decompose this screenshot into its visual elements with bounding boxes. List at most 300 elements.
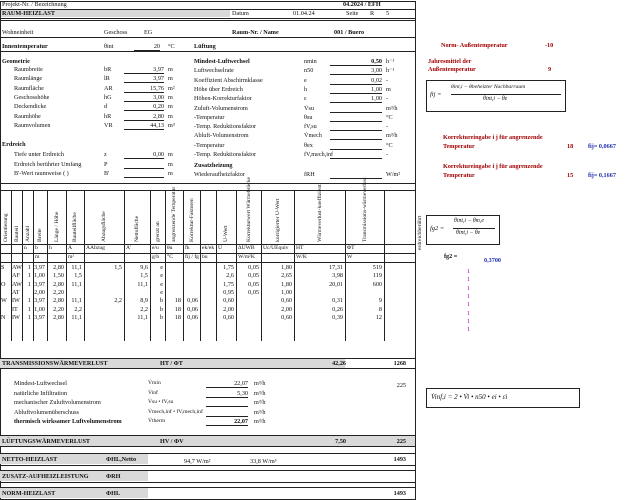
ventilation-loss-symbol: HV / ΦV bbox=[160, 438, 184, 445]
column-unit: fij / fg bbox=[185, 254, 199, 260]
room-label: Raum-Nr. / Name bbox=[232, 29, 279, 36]
h-rule bbox=[0, 368, 415, 369]
ground-symbol: B' bbox=[104, 170, 110, 177]
table-cell: 1,00 bbox=[34, 272, 45, 280]
table-cell: W bbox=[1, 297, 7, 305]
geometry-symbol: VR bbox=[104, 121, 113, 129]
table-cell: 12 bbox=[375, 313, 382, 321]
column-unit: W/K bbox=[296, 254, 307, 260]
geometry-symbol: d bbox=[104, 103, 108, 111]
room-value: 001 / Buero bbox=[334, 29, 365, 36]
fg-value: 1 bbox=[467, 268, 471, 275]
geometry-value: 15,76 bbox=[124, 85, 164, 93]
table-cell: 1 bbox=[27, 313, 31, 321]
column-header: U-Wert bbox=[223, 225, 229, 242]
fg2-value: 0,3700 bbox=[484, 257, 502, 264]
table-cell: IT bbox=[12, 305, 18, 313]
ventilation-value bbox=[330, 114, 382, 122]
ventilation-symbol: V̇mech bbox=[304, 132, 322, 140]
table-cell: 1 bbox=[27, 272, 31, 280]
column-symbol: ΔUWB bbox=[238, 245, 255, 251]
column-symbol: U bbox=[218, 245, 223, 251]
v-rule bbox=[384, 190, 385, 341]
table-cell: e bbox=[160, 288, 163, 296]
table-cell: 1,5 bbox=[114, 264, 122, 271]
geometry-symbol: hG bbox=[104, 93, 112, 101]
table-cell: 2,20 bbox=[53, 288, 64, 296]
table-cell: 18 bbox=[174, 297, 181, 305]
ventilation-symbol: V̇su bbox=[304, 104, 314, 112]
table-cell: 2,80 bbox=[53, 264, 64, 271]
table-cell: 11,1 bbox=[71, 264, 82, 271]
table-cell: 0,60 bbox=[281, 313, 292, 321]
table-cell: AT bbox=[12, 288, 20, 296]
column-unit: g/b bbox=[152, 254, 160, 260]
fg-value: 1 bbox=[467, 309, 471, 317]
air-value: 5,30 bbox=[206, 390, 248, 398]
ventilation-symbol: h bbox=[304, 85, 308, 93]
ventilation-label: -Temperatur bbox=[194, 113, 225, 121]
geometry-symbol: lR bbox=[104, 75, 110, 83]
geometry-unit: m bbox=[168, 103, 173, 111]
table-cell: 1,80 bbox=[281, 280, 292, 288]
table-cell: 18 bbox=[174, 313, 181, 321]
column-unit: m bbox=[35, 254, 40, 260]
fg2-denominator: θint,i − θe bbox=[456, 230, 481, 236]
ground-symbol: P bbox=[104, 160, 108, 168]
table-cell: 1 bbox=[27, 280, 31, 288]
column-symbol: HT bbox=[296, 245, 304, 251]
ventilation-loss-label: LÜFTUNGSWÄRMEVERLUST bbox=[2, 438, 91, 445]
unit-label: Wohneinheit bbox=[2, 29, 34, 36]
geometry-symbol: bR bbox=[104, 66, 112, 73]
column-header: Bauteil bbox=[13, 225, 20, 242]
ventilation-unit: °C bbox=[386, 141, 393, 149]
ventilation-symbol: fV,mech,inf bbox=[304, 151, 334, 158]
ventilation-label: -Temperatur bbox=[194, 141, 225, 149]
date-label: Datum bbox=[232, 10, 249, 17]
fg2-numerator: θint,i − θm,e bbox=[454, 218, 484, 224]
geometry-label: Raumlänge bbox=[14, 75, 43, 83]
table-cell: 0,60 bbox=[223, 313, 234, 321]
ventilation-loss-phi: 225 bbox=[396, 438, 406, 445]
table-cell: 2,6 bbox=[226, 272, 234, 280]
annual-temp-label-1: Jahresmittel der bbox=[428, 58, 472, 65]
table-cell: 0,60 bbox=[223, 297, 234, 305]
net-load-symbol: ΦHL,Netto bbox=[106, 456, 137, 463]
ventilation-unit: h⁻¹ bbox=[386, 67, 395, 75]
air-value: 22,07 bbox=[206, 380, 248, 388]
table-cell: 0,39 bbox=[332, 313, 343, 321]
correction-1-temp: 18 bbox=[567, 143, 574, 150]
ventilation-symbol: fV,su bbox=[304, 123, 317, 131]
transmission-loss-h: 42,26 bbox=[332, 360, 346, 367]
column-symbol: A' bbox=[126, 245, 132, 251]
table-cell: 1 bbox=[27, 264, 31, 271]
ground-value bbox=[124, 170, 164, 178]
reheat-symbol: fRH bbox=[304, 171, 315, 178]
fij-lhs: fij = bbox=[430, 91, 442, 98]
fg-value: 1 bbox=[467, 276, 471, 284]
vinf-formula-box bbox=[426, 388, 580, 408]
table-cell: 0,05 bbox=[248, 264, 259, 271]
table-cell: N bbox=[1, 313, 6, 321]
ventilation-unit: m³/h bbox=[386, 104, 398, 112]
column-symbol: h bbox=[49, 245, 52, 251]
table-cell: AF bbox=[12, 272, 20, 280]
column-symbol: e/u bbox=[152, 245, 159, 251]
geometry-unit: m² bbox=[168, 84, 175, 92]
table-cell: 1 bbox=[27, 305, 31, 313]
norm-temp-label: Norm- Außentemperatur bbox=[441, 42, 508, 49]
air-symbol: V̇min bbox=[148, 380, 161, 386]
table-cell: 8,9 bbox=[140, 297, 148, 305]
ventilation-value bbox=[330, 132, 382, 140]
ground-heading: Erdreich bbox=[2, 141, 26, 148]
table-cell: 600 bbox=[372, 280, 382, 288]
table-cell: 1,00 bbox=[281, 288, 292, 296]
table-cell: 0,31 bbox=[332, 297, 343, 305]
geometry-label: Geschosshöhe bbox=[14, 93, 50, 101]
net-load-per-volume: 33,8 W/m³ bbox=[250, 458, 277, 465]
column-header: Korrektur-Faktoren bbox=[188, 198, 195, 242]
geometry-value: 3,00 bbox=[124, 94, 164, 102]
air-symbol: V̇therm bbox=[148, 418, 166, 425]
table-cell: 519 bbox=[372, 264, 382, 271]
net-load-per-area: 94,7 W/m² bbox=[184, 458, 211, 465]
floor-value: EG bbox=[144, 29, 153, 36]
column-header: angrenzende Temperatur bbox=[171, 186, 177, 242]
geometry-label: Raumhöhe bbox=[14, 112, 41, 120]
interior-temp-symbol: θint bbox=[104, 43, 114, 50]
table-cell: 0,95 bbox=[223, 288, 234, 296]
column-header: Länge / Höhe bbox=[53, 211, 60, 242]
air-unit: m³/h bbox=[254, 418, 266, 426]
table-cell: 1,75 bbox=[223, 264, 234, 271]
fg-value: 1 bbox=[467, 317, 471, 325]
extra-heat-label: ZUSATZ-AUFHEIZLEISTUNG bbox=[2, 473, 89, 480]
table-cell: 3,97 bbox=[34, 313, 45, 321]
norm-load-label: NORM-HEIZLAST bbox=[2, 490, 56, 497]
air-label: Mindest-Luftwechsel bbox=[14, 380, 67, 387]
table-cell: 17,31 bbox=[329, 264, 343, 271]
table-cell: AW bbox=[12, 264, 22, 271]
table-cell: 2,00 bbox=[34, 288, 45, 296]
ventilation-value: 1,00 bbox=[330, 86, 382, 94]
page-label: Seite bbox=[346, 10, 359, 17]
correction-2-temp: 15 bbox=[567, 172, 574, 179]
table-cell: e bbox=[160, 264, 163, 271]
ventilation-symbol: θex bbox=[304, 141, 313, 149]
floor-label: Geschoss bbox=[104, 29, 128, 36]
geometry-heading: Geometrie bbox=[2, 58, 30, 65]
annual-temp-label-2: Außentemperatur bbox=[428, 66, 476, 73]
ventilation-unit: - bbox=[386, 76, 389, 84]
ground-contact-label: erdreichberührt bbox=[417, 215, 423, 250]
fij-formula-box bbox=[426, 80, 566, 112]
geometry-unit: m bbox=[168, 75, 173, 83]
table-cell: 8 bbox=[378, 305, 382, 313]
table-cell: 119 bbox=[372, 272, 382, 280]
table-cell: 0,06 bbox=[187, 297, 198, 305]
table-cell: 9,6 bbox=[140, 264, 148, 271]
air-label: thermisch wirksamer Luftvolumenstrom bbox=[14, 418, 122, 426]
ventilation-label: Abluft-Volumenstrom bbox=[194, 132, 249, 140]
fg-value: 1 bbox=[467, 284, 471, 292]
page-r: R bbox=[370, 10, 375, 17]
ventilation-symbol: e bbox=[304, 76, 307, 84]
norm-load-value: 1493 bbox=[393, 490, 406, 497]
ventilation-label: Luftwechselrate bbox=[194, 67, 234, 75]
interior-temp-unit: °C bbox=[168, 43, 175, 50]
column-header: Korrekturwert Wärmebrücke bbox=[245, 177, 252, 242]
column-symbol: n bbox=[24, 245, 27, 251]
air-right-value: 225 bbox=[396, 382, 406, 389]
column-symbol: fk bbox=[185, 245, 190, 251]
air-value bbox=[206, 409, 248, 417]
ventilation-label: Mindest-Luftwechsel bbox=[194, 58, 250, 65]
table-cell: 1,00 bbox=[34, 305, 45, 313]
ventilation-label: Zuluft-Volumenstrom bbox=[194, 104, 248, 112]
table-cell: 1,5 bbox=[140, 272, 148, 280]
table-cell: 3,97 bbox=[34, 264, 45, 271]
air-value bbox=[206, 399, 248, 407]
column-symbol: ΦT bbox=[347, 245, 355, 251]
ventilation-label: Koeffizient Abschirmklasse bbox=[194, 76, 263, 84]
ventilation-unit: h⁻¹ bbox=[386, 58, 395, 65]
geometry-unit: m bbox=[168, 93, 173, 101]
table-cell: 0,05 bbox=[248, 272, 259, 280]
table-cell: 0,06 bbox=[187, 313, 198, 321]
transmission-loss-phi: 1268 bbox=[393, 360, 406, 367]
column-header: Bauteilfläche bbox=[72, 212, 78, 242]
column-header: Nettofläche bbox=[134, 215, 140, 242]
table-cell: 3,97 bbox=[34, 297, 45, 305]
interior-temp-label: Innentemperatur bbox=[2, 43, 48, 50]
air-unit: m³/h bbox=[254, 389, 266, 397]
ventilation-symbol: ε bbox=[304, 95, 307, 103]
ground-unit: m bbox=[168, 170, 173, 177]
geometry-unit: m³ bbox=[168, 121, 175, 129]
ventilation-unit: - bbox=[386, 151, 389, 158]
column-symbol: b bbox=[35, 245, 38, 251]
table-cell: AW bbox=[12, 280, 22, 288]
table-cell: 1,80 bbox=[281, 264, 292, 271]
norm-load-symbol: ΦHL bbox=[106, 490, 121, 497]
h-rule bbox=[0, 262, 415, 263]
ground-label: Erdreich berührter Umfang bbox=[14, 160, 82, 168]
table-cell: 2,65 bbox=[281, 272, 292, 280]
column-symbol: Uc/UEquiv bbox=[263, 245, 289, 251]
fg2-lhs: fg2 = bbox=[430, 225, 445, 232]
ground-label: B'-Wert raumweise ( ) bbox=[14, 170, 69, 177]
ventilation-value: 1,00 bbox=[330, 95, 382, 103]
table-cell: 11,1 bbox=[71, 313, 82, 321]
air-unit: m³/h bbox=[254, 380, 266, 387]
table-cell: 2,2 bbox=[140, 305, 148, 313]
table-cell: 11,1 bbox=[137, 280, 148, 288]
column-header: Wärmeverlust-koeffizient bbox=[316, 184, 323, 242]
ventilation-value: 3,00 bbox=[330, 67, 382, 75]
ventilation-value bbox=[330, 123, 382, 131]
ventilation-loss-h: 7,50 bbox=[335, 438, 346, 445]
air-unit: m³/h bbox=[254, 408, 266, 416]
fg2-formula-box bbox=[426, 215, 500, 245]
fij-denominator: θint,i − θe bbox=[483, 96, 508, 102]
ventilation-value bbox=[330, 142, 382, 150]
air-unit: m³/h bbox=[254, 399, 266, 407]
air-value: 22,07 bbox=[206, 418, 248, 426]
geometry-value: 44,13 bbox=[124, 122, 164, 130]
transmission-loss-symbol: HT / ΦT bbox=[160, 360, 183, 367]
table-cell: 0,06 bbox=[187, 305, 198, 313]
table-cell: 11,1 bbox=[71, 297, 82, 305]
table-cell: 0,05 bbox=[248, 288, 259, 296]
ventilation-value: 0,02 bbox=[330, 77, 382, 85]
ventilation-heading: Lüftung bbox=[194, 43, 216, 50]
geometry-value: 0,20 bbox=[124, 103, 164, 111]
ventilation-label: Höhen-Korrekturfaktor bbox=[194, 95, 252, 103]
ground-unit: m bbox=[168, 160, 173, 168]
net-load-value: 1493 bbox=[393, 456, 406, 463]
column-header: Abzugsfläche bbox=[101, 211, 107, 242]
table-cell: 11,1 bbox=[137, 313, 148, 321]
ventilation-value bbox=[330, 105, 382, 113]
table-cell: 3,97 bbox=[34, 280, 45, 288]
geometry-value: 3,97 bbox=[124, 75, 164, 83]
v-rule bbox=[200, 190, 201, 341]
air-label: mechanischer Zuluftvolumenstrom bbox=[14, 399, 101, 407]
air-symbol: V̇mech,inf • fV,mech,inf bbox=[148, 408, 203, 415]
project-value: 04.2024 / EFH bbox=[343, 1, 381, 8]
fg2-label: fg2 = bbox=[444, 253, 458, 260]
table-cell: IW bbox=[12, 313, 20, 321]
table-cell: 1,75 bbox=[223, 280, 234, 288]
ventilation-value bbox=[330, 151, 382, 159]
correction-temp-label-2: Temperatur bbox=[443, 172, 475, 179]
table-cell: S bbox=[1, 264, 5, 271]
fg-value: 1 bbox=[467, 292, 471, 300]
table-cell: e bbox=[160, 272, 163, 280]
column-unit: bu bbox=[202, 254, 208, 260]
air-symbol: V̇inf bbox=[148, 389, 158, 396]
geometry-symbol: hR bbox=[104, 112, 112, 120]
column-header: korrigierter U-Wert bbox=[274, 198, 281, 242]
norm-temp-value: -10 bbox=[545, 42, 554, 49]
project-label: Projekt-Nr. / Bezeichnung bbox=[2, 1, 67, 8]
table-cell: b bbox=[159, 297, 163, 305]
table-cell: 2,2 bbox=[74, 305, 82, 313]
net-load-label: NETTO-HEIZLAST bbox=[2, 456, 58, 463]
table-cell: b bbox=[159, 305, 163, 313]
date-value: 01.04.24 bbox=[293, 10, 315, 17]
vinf-formula: V̇inf,i = 2 • V̇i • n50 • ei • εi bbox=[431, 393, 508, 401]
column-header: grenzt an bbox=[154, 221, 161, 242]
geometry-value: 3,97 bbox=[124, 66, 164, 74]
column-unit: m² bbox=[68, 254, 75, 260]
table-cell: b bbox=[159, 313, 163, 321]
reheat-label: Wiederaufheizfaktor bbox=[194, 171, 245, 178]
correction-temp-label-1: Temperatur bbox=[443, 143, 475, 150]
geometry-label: Raumvolumen bbox=[14, 121, 51, 129]
column-symbol: A bbox=[68, 245, 73, 251]
transmission-loss-label: TRANSMISSIONSWÄRMEVERLUST bbox=[2, 360, 108, 367]
fij-numerator: θint,i − θbeheizter Nachbarraum bbox=[451, 84, 526, 90]
ventilation-unit: - bbox=[386, 95, 389, 103]
table-cell: O bbox=[1, 280, 6, 288]
reheat-heading: Zusatzheizung bbox=[194, 162, 233, 169]
geometry-label: Deckendicke bbox=[14, 103, 47, 111]
ventilation-symbol: θsu bbox=[304, 113, 313, 121]
ventilation-unit: m³/h bbox=[386, 132, 398, 140]
table-cell: 20,01 bbox=[329, 280, 343, 288]
table-cell: 0,05 bbox=[248, 280, 259, 288]
geometry-symbol: AR bbox=[104, 84, 113, 92]
ground-value: 0,00 bbox=[124, 151, 164, 159]
column-header: Anzahl bbox=[24, 225, 31, 242]
column-symbol: AAbzug bbox=[86, 245, 105, 251]
ground-unit: m bbox=[168, 151, 173, 158]
column-unit: W bbox=[347, 254, 353, 260]
table-cell: 2,00 bbox=[281, 305, 292, 313]
geometry-value: 2,80 bbox=[124, 113, 164, 121]
annual-temp-value: 9 bbox=[548, 66, 552, 73]
ground-label: Tiefe unter Erdreich bbox=[14, 151, 64, 158]
geometry-label: Raumbreite bbox=[14, 66, 43, 73]
ventilation-symbol: nmin bbox=[304, 58, 317, 65]
correction-label-2: Korrektureingabe i j für angrenzende bbox=[443, 163, 543, 170]
ventilation-unit: - bbox=[386, 123, 389, 131]
correction-label-1: Korrektureingabe i j für angrenzende bbox=[443, 134, 543, 141]
table-cell: 18 bbox=[174, 305, 181, 313]
h-rule bbox=[0, 190, 415, 191]
ventilation-label: -Temp. Reduktionsfaktor bbox=[194, 123, 257, 131]
fg-value: 1 bbox=[467, 301, 471, 309]
ventilation-unit: °C bbox=[386, 113, 393, 121]
extra-heat-symbol: ΦRH bbox=[106, 473, 121, 480]
table-cell: 9 bbox=[378, 297, 382, 305]
interior-temp-value: 20 bbox=[134, 43, 160, 51]
page-title: RAUM-HEIZLAST bbox=[2, 10, 55, 17]
table-cell: 0,26 bbox=[332, 305, 343, 313]
reheat-unit: W/m² bbox=[386, 171, 401, 178]
table-cell: 2,80 bbox=[53, 313, 64, 321]
table-cell: 3,98 bbox=[332, 272, 343, 280]
table-cell: 2,80 bbox=[53, 297, 64, 305]
column-unit: W/m²K bbox=[238, 254, 255, 260]
air-label: Abluftvolumenüberschuss bbox=[14, 408, 79, 416]
geometry-label: Raumfläche bbox=[14, 84, 44, 92]
air-symbol: V̇su • fV,su bbox=[148, 399, 174, 406]
table-cell: 2,80 bbox=[53, 280, 64, 288]
column-header: Transmissions-wärmeverlust bbox=[361, 177, 368, 242]
table-cell: 0,60 bbox=[281, 297, 292, 305]
column-header: Orientierung bbox=[2, 213, 9, 242]
column-unit: °C bbox=[167, 254, 173, 260]
column-symbol: θu bbox=[167, 245, 173, 251]
column-header: Breite bbox=[37, 228, 43, 242]
column-symbol: ek/ek bbox=[202, 245, 215, 251]
correction-2-result: fij= 0,1667 bbox=[588, 172, 616, 179]
table-cell: 11,1 bbox=[71, 280, 82, 288]
table-cell: 2,00 bbox=[223, 305, 234, 313]
table-cell: 1,5 bbox=[74, 272, 82, 280]
correction-1-result: fij= 0,0667 bbox=[588, 143, 616, 150]
table-cell: 2,2 bbox=[114, 297, 122, 305]
geometry-unit: m bbox=[168, 112, 173, 120]
ground-value bbox=[124, 161, 164, 169]
table-cell: e bbox=[160, 280, 163, 288]
